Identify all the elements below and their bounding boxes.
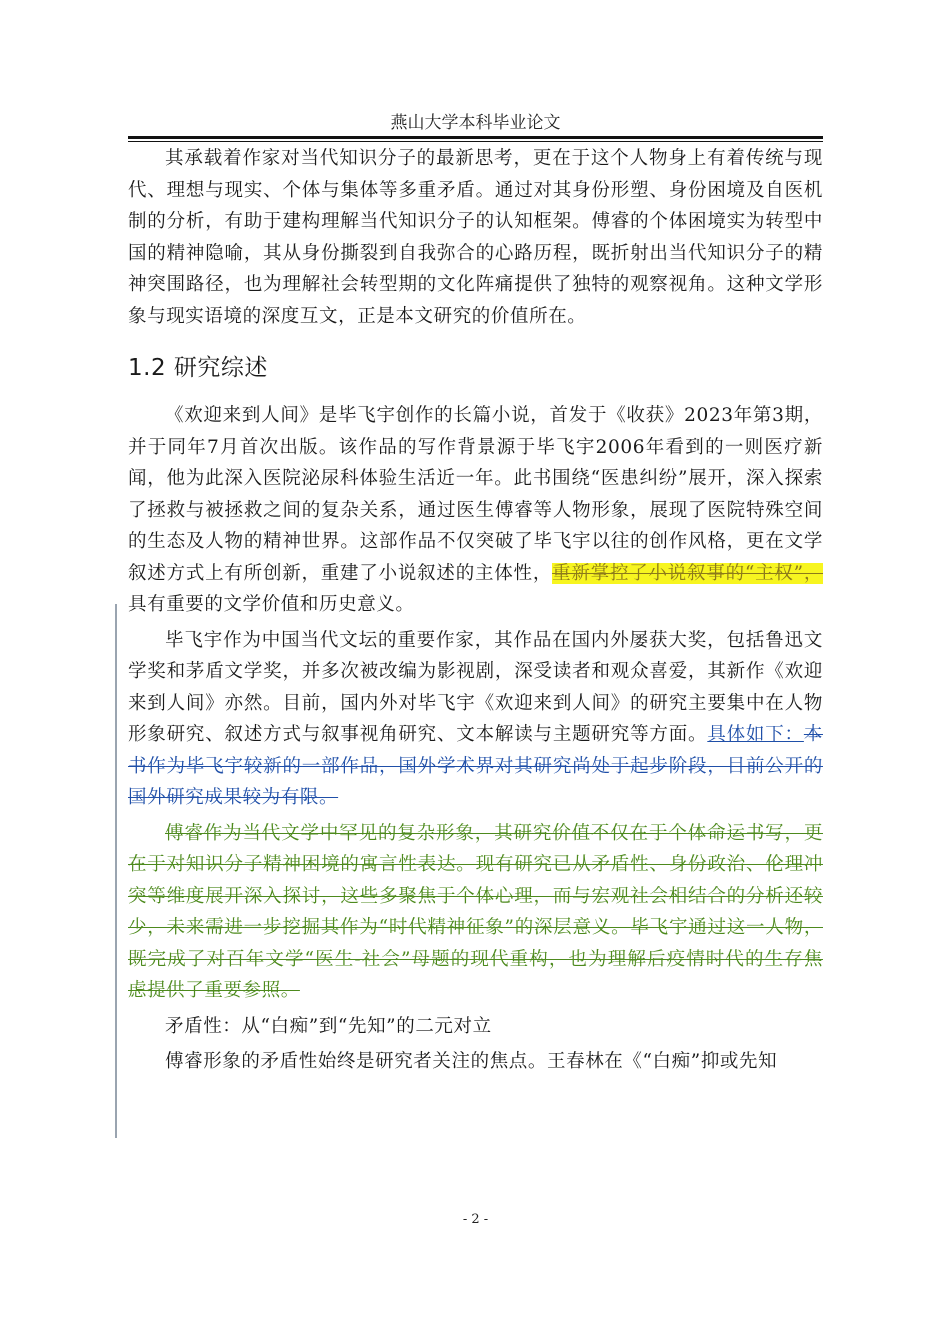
- paragraph-text: 毕飞宇作为中国当代文坛的重要作家，其作品在国内外屡获大奖，包括鲁迅文学奖和茅盾文学奖，并多次被改编为影视剧，深受读者和观众喜爱，其新作《欢迎来到人间》亦然。目前，国内外对毕飞宇《欢迎来到人间》的研究主要集中在人物形象研究、叙述方式与叙事视角研究、文本解读与主题研究等方面。: [128, 629, 823, 745]
- paragraph-novel-overview: [128, 400, 823, 621]
- paragraph-intro: 其承载着作家对当代知识分子的最新思考，更在于这个人物身上有着传统与现代、理想与现实、个体与集体等多重矛盾。通过对其身份形塑、身份困境及自医机制的分析，有助于建构理解当代知识分子的认知框架。傅睿的个体困境实为转型中国的精神隐喻，其从身份撕裂到自我弥合的心路历程，既折射出当代知识分子的精神突围路径，也为理解社会转型期的文化阵痛提供了独特的观察视角。这种文学形象与现实语境的深度互文，正是本文研究的价值所在。: [128, 148, 823, 327]
- inserted-revision-text[interactable]: 具体如下：: [707, 724, 804, 745]
- highlighted-deleted-text[interactable]: 重新掌控了小说叙事的“主权”，: [552, 562, 824, 584]
- document-body: [128, 143, 823, 1078]
- deleted-revision-text-green[interactable]: 傅睿作为当代文学中罕见的复杂形象，其研究价值不仅在于个体命运书写，更在于对知识分子精神困境的寓言性表达。现有研究已从矛盾性、身份政治、伦理冲突等维度展开深入探讨，这些多聚焦于个体心理，而与宏观社会相结合的分析还较少，未来需进一步挖掘其作为“时代精神征象”的深层意义。毕飞宇通过这一人物，既完成了对百年文学“医生-社会”母题的现代重构，也为理解后疫情时代的生存焦虑提供了重要参照。: [128, 822, 823, 1001]
- section-heading: 1.2 研究综述: [128, 355, 268, 381]
- paragraph-author-research: [128, 625, 823, 814]
- paragraph-text-end: 具有重要的文学价值和历史意义。: [128, 594, 415, 615]
- page-number: - 2 -: [462, 1212, 489, 1227]
- subsection-heading: 矛盾性：从“白痴”到“先知”的二元对立: [165, 1015, 492, 1037]
- page-header: 燕山大学本科毕业论文: [390, 113, 561, 133]
- header-rule-thick: [128, 136, 823, 139]
- paragraph-text: 《欢迎来到人间》是毕飞宇创作的长篇小说，首发于《收获》2023年第3期，并于同年7月首次出版。该作品的写作背景源于毕飞宇2006年看到的一则医疗新闻，他为此深入医院泌尿科体验生活近一年。此书围绕“医患纠纷”展开，深入探索了拯救与被拯救之间的复杂关系，通过医生傅睿等人物形象，展现了医院特殊空间的生态及人物的精神世界。这部作品不仅突破了毕飞宇以往的创作风格，更在文学叙述方式上有所创新，重建了小说叙述的主体性，: [128, 405, 823, 584]
- paragraph-contradiction: 傅睿形象的矛盾性始终是研究者关注的焦点。王春林在《“白痴”抑或先知: [165, 1051, 778, 1072]
- change-bar: [115, 604, 117, 1138]
- paragraph-deleted-summary: [128, 818, 823, 1007]
- deleted-revision-text[interactable]: 本书作为毕飞宇较新的一部作品，国外学术界对其研究尚处于起步阶段，目前公开的国外研究成果较为有限。: [128, 724, 823, 808]
- header-rule-thin: [128, 141, 823, 142]
